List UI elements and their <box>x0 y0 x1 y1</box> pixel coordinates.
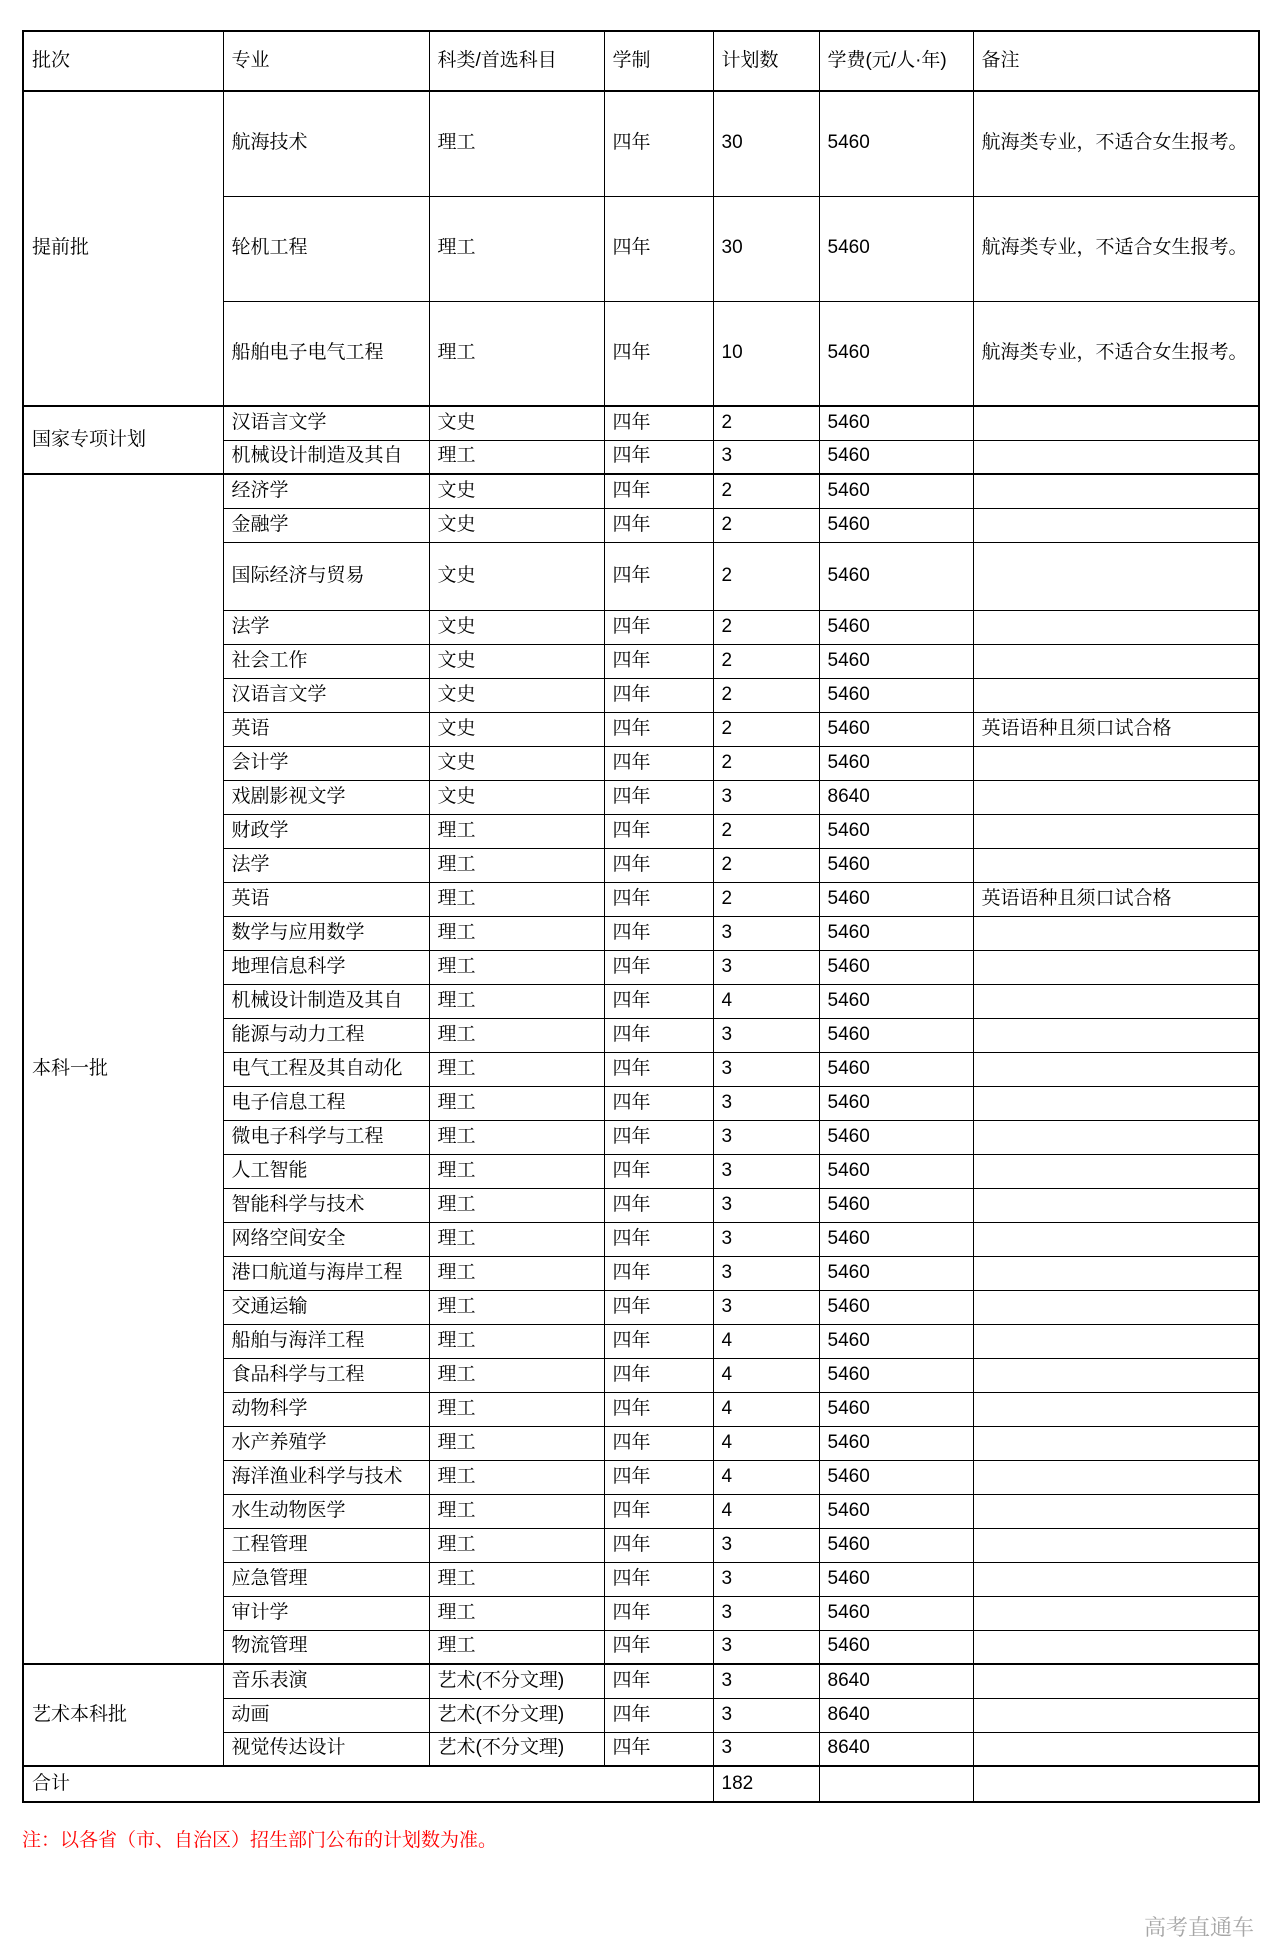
tuition-cell: 5460 <box>819 644 973 678</box>
remark-cell <box>973 1222 1259 1256</box>
column-header: 专业 <box>223 31 429 91</box>
major-cell: 海洋渔业科学与技术 <box>223 1460 429 1494</box>
plan-cell: 2 <box>713 474 819 508</box>
major-cell: 经济学 <box>223 474 429 508</box>
column-header: 科类/首选科目 <box>429 31 604 91</box>
remark-cell <box>973 1256 1259 1290</box>
category-cell: 理工 <box>429 1120 604 1154</box>
duration-cell: 四年 <box>604 1256 713 1290</box>
table-row <box>23 91 1259 196</box>
duration-cell: 四年 <box>604 610 713 644</box>
major-cell: 数学与应用数学 <box>223 916 429 950</box>
tuition-cell: 5460 <box>819 882 973 916</box>
duration-cell: 四年 <box>604 1698 713 1732</box>
category-cell: 理工 <box>429 196 604 301</box>
major-cell: 动物科学 <box>223 1392 429 1426</box>
duration-cell: 四年 <box>604 1596 713 1630</box>
tuition-cell: 5460 <box>819 1596 973 1630</box>
duration-cell: 四年 <box>604 1222 713 1256</box>
remark-cell <box>973 1596 1259 1630</box>
tuition-cell: 5460 <box>819 196 973 301</box>
plan-cell: 2 <box>713 882 819 916</box>
remark-cell <box>973 610 1259 644</box>
remark-cell <box>973 814 1259 848</box>
remark-cell <box>973 1392 1259 1426</box>
category-cell: 理工 <box>429 301 604 406</box>
major-cell: 电子信息工程 <box>223 1086 429 1120</box>
category-cell: 理工 <box>429 950 604 984</box>
table-header-row <box>23 31 1259 91</box>
major-cell: 水产养殖学 <box>223 1426 429 1460</box>
category-cell: 文史 <box>429 508 604 542</box>
duration-cell: 四年 <box>604 1358 713 1392</box>
plan-cell: 30 <box>713 196 819 301</box>
duration-cell: 四年 <box>604 814 713 848</box>
remark-cell <box>973 1086 1259 1120</box>
remark-cell <box>973 984 1259 1018</box>
duration-cell: 四年 <box>604 196 713 301</box>
column-header: 计划数 <box>713 31 819 91</box>
major-cell: 交通运输 <box>223 1290 429 1324</box>
category-cell: 理工 <box>429 1188 604 1222</box>
table-row <box>23 474 1259 508</box>
category-cell: 理工 <box>429 1052 604 1086</box>
remark-cell <box>973 1358 1259 1392</box>
major-cell: 船舶与海洋工程 <box>223 1324 429 1358</box>
tuition-cell: 5460 <box>819 1120 973 1154</box>
remark-cell <box>973 1630 1259 1664</box>
plan-cell: 4 <box>713 984 819 1018</box>
major-cell: 英语 <box>223 882 429 916</box>
duration-cell: 四年 <box>604 916 713 950</box>
table-row <box>23 1664 1259 1698</box>
duration-cell: 四年 <box>604 440 713 474</box>
category-cell: 艺术(不分文理) <box>429 1664 604 1698</box>
category-cell: 理工 <box>429 882 604 916</box>
tuition-cell: 5460 <box>819 746 973 780</box>
plan-cell: 3 <box>713 1086 819 1120</box>
remark-cell <box>973 1528 1259 1562</box>
tuition-cell: 5460 <box>819 542 973 610</box>
plan-cell: 2 <box>713 406 819 440</box>
tuition-cell: 5460 <box>819 916 973 950</box>
major-cell: 动画 <box>223 1698 429 1732</box>
batch-cell: 国家专项计划 <box>23 406 223 474</box>
duration-cell: 四年 <box>604 1460 713 1494</box>
major-cell: 能源与动力工程 <box>223 1018 429 1052</box>
category-cell: 理工 <box>429 848 604 882</box>
table-body <box>23 91 1259 1802</box>
tuition-cell: 8640 <box>819 1732 973 1766</box>
major-cell: 智能科学与技术 <box>223 1188 429 1222</box>
plan-cell: 3 <box>713 440 819 474</box>
category-cell: 理工 <box>429 916 604 950</box>
duration-cell: 四年 <box>604 780 713 814</box>
duration-cell: 四年 <box>604 1426 713 1460</box>
major-cell: 工程管理 <box>223 1528 429 1562</box>
plan-cell: 3 <box>713 1052 819 1086</box>
major-cell: 财政学 <box>223 814 429 848</box>
tuition-cell: 8640 <box>819 1664 973 1698</box>
plan-cell: 3 <box>713 1664 819 1698</box>
category-cell: 理工 <box>429 91 604 196</box>
tuition-cell: 5460 <box>819 1222 973 1256</box>
plan-cell: 3 <box>713 1596 819 1630</box>
tuition-cell: 5460 <box>819 678 973 712</box>
major-cell: 审计学 <box>223 1596 429 1630</box>
category-cell: 理工 <box>429 1154 604 1188</box>
duration-cell: 四年 <box>604 1664 713 1698</box>
duration-cell: 四年 <box>604 644 713 678</box>
major-cell: 社会工作 <box>223 644 429 678</box>
remark-cell <box>973 1732 1259 1766</box>
major-cell: 法学 <box>223 848 429 882</box>
category-cell: 文史 <box>429 712 604 746</box>
major-cell: 食品科学与工程 <box>223 1358 429 1392</box>
plan-cell: 3 <box>713 916 819 950</box>
major-cell: 金融学 <box>223 508 429 542</box>
duration-cell: 四年 <box>604 678 713 712</box>
tuition-cell: 5460 <box>819 406 973 440</box>
remark-cell <box>973 406 1259 440</box>
tuition-cell: 5460 <box>819 1494 973 1528</box>
major-cell: 地理信息科学 <box>223 950 429 984</box>
tuition-cell: 5460 <box>819 1358 973 1392</box>
category-cell: 理工 <box>429 1018 604 1052</box>
plan-cell: 2 <box>713 746 819 780</box>
footnote: 注：以各省（市、自治区）招生部门公布的计划数为准。 <box>22 1830 498 1851</box>
category-cell: 文史 <box>429 542 604 610</box>
duration-cell: 四年 <box>604 1732 713 1766</box>
tuition-cell: 5460 <box>819 1086 973 1120</box>
category-cell: 文史 <box>429 610 604 644</box>
plan-cell: 2 <box>713 610 819 644</box>
duration-cell: 四年 <box>604 882 713 916</box>
duration-cell: 四年 <box>604 848 713 882</box>
duration-cell: 四年 <box>604 1052 713 1086</box>
plan-cell: 3 <box>713 1698 819 1732</box>
tuition-cell: 5460 <box>819 1460 973 1494</box>
category-cell: 理工 <box>429 984 604 1018</box>
category-cell: 文史 <box>429 780 604 814</box>
tuition-cell: 5460 <box>819 984 973 1018</box>
category-cell: 理工 <box>429 1256 604 1290</box>
remark-cell: 航海类专业，不适合女生报考。 <box>973 91 1259 196</box>
total-row <box>23 1766 1259 1802</box>
plan-cell: 3 <box>713 1256 819 1290</box>
major-cell: 国际经济与贸易 <box>223 542 429 610</box>
major-cell: 轮机工程 <box>223 196 429 301</box>
plan-cell: 3 <box>713 1154 819 1188</box>
tuition-cell: 5460 <box>819 508 973 542</box>
duration-cell: 四年 <box>604 1018 713 1052</box>
category-cell: 理工 <box>429 1392 604 1426</box>
plan-cell: 2 <box>713 848 819 882</box>
duration-cell: 四年 <box>604 1324 713 1358</box>
category-cell: 文史 <box>429 474 604 508</box>
tuition-cell: 5460 <box>819 1290 973 1324</box>
plan-cell: 3 <box>713 1528 819 1562</box>
batch-cell: 提前批 <box>23 91 223 406</box>
remark-cell: 英语语种且须口试合格 <box>973 882 1259 916</box>
category-cell: 理工 <box>429 1562 604 1596</box>
duration-cell: 四年 <box>604 91 713 196</box>
remark-cell <box>973 780 1259 814</box>
category-cell: 理工 <box>429 1358 604 1392</box>
plan-cell: 4 <box>713 1460 819 1494</box>
remark-cell <box>973 1562 1259 1596</box>
duration-cell: 四年 <box>604 984 713 1018</box>
major-cell: 机械设计制造及其自 <box>223 984 429 1018</box>
remark-cell <box>973 1120 1259 1154</box>
category-cell: 理工 <box>429 440 604 474</box>
remark-cell <box>973 508 1259 542</box>
remark-cell <box>973 1460 1259 1494</box>
major-cell: 视觉传达设计 <box>223 1732 429 1766</box>
total-label-cell: 合计 <box>23 1766 713 1802</box>
tuition-cell: 5460 <box>819 1256 973 1290</box>
category-cell: 理工 <box>429 814 604 848</box>
remark-cell: 英语语种且须口试合格 <box>973 712 1259 746</box>
remark-cell <box>973 644 1259 678</box>
category-cell: 理工 <box>429 1528 604 1562</box>
tuition-cell: 8640 <box>819 780 973 814</box>
duration-cell: 四年 <box>604 508 713 542</box>
remark-cell <box>973 1426 1259 1460</box>
duration-cell: 四年 <box>604 474 713 508</box>
remark-cell <box>973 1698 1259 1732</box>
table-row <box>23 406 1259 440</box>
tuition-cell: 5460 <box>819 712 973 746</box>
category-cell: 理工 <box>429 1630 604 1664</box>
remark-cell <box>973 1290 1259 1324</box>
plan-cell: 3 <box>713 1630 819 1664</box>
category-cell: 艺术(不分文理) <box>429 1732 604 1766</box>
major-cell: 应急管理 <box>223 1562 429 1596</box>
duration-cell: 四年 <box>604 1562 713 1596</box>
duration-cell: 四年 <box>604 1154 713 1188</box>
major-cell: 英语 <box>223 712 429 746</box>
category-cell: 理工 <box>429 1494 604 1528</box>
major-cell: 物流管理 <box>223 1630 429 1664</box>
plan-cell: 2 <box>713 678 819 712</box>
duration-cell: 四年 <box>604 1120 713 1154</box>
duration-cell: 四年 <box>604 1188 713 1222</box>
duration-cell: 四年 <box>604 712 713 746</box>
category-cell: 理工 <box>429 1290 604 1324</box>
remark-cell <box>973 440 1259 474</box>
major-cell: 汉语言文学 <box>223 678 429 712</box>
tuition-cell: 5460 <box>819 1052 973 1086</box>
major-cell: 微电子科学与工程 <box>223 1120 429 1154</box>
remark-cell <box>973 1664 1259 1698</box>
major-cell: 电气工程及其自动化 <box>223 1052 429 1086</box>
duration-cell: 四年 <box>604 542 713 610</box>
plan-cell: 2 <box>713 814 819 848</box>
category-cell: 理工 <box>429 1086 604 1120</box>
watermark: 高考直通车 <box>1143 1915 1254 1940</box>
major-cell: 音乐表演 <box>223 1664 429 1698</box>
remark-cell <box>973 474 1259 508</box>
category-cell: 文史 <box>429 406 604 440</box>
plan-cell: 4 <box>713 1358 819 1392</box>
tuition-cell: 5460 <box>819 301 973 406</box>
category-cell: 理工 <box>429 1222 604 1256</box>
tuition-cell: 5460 <box>819 1324 973 1358</box>
duration-cell: 四年 <box>604 406 713 440</box>
column-header: 学费(元/人·年) <box>819 31 973 91</box>
tuition-cell: 8640 <box>819 1698 973 1732</box>
tuition-cell: 5460 <box>819 474 973 508</box>
remark-cell <box>973 950 1259 984</box>
major-cell: 戏剧影视文学 <box>223 780 429 814</box>
duration-cell: 四年 <box>604 1494 713 1528</box>
tuition-cell: 5460 <box>819 950 973 984</box>
duration-cell: 四年 <box>604 1290 713 1324</box>
plan-cell: 3 <box>713 780 819 814</box>
plan-cell: 2 <box>713 644 819 678</box>
tuition-cell: 5460 <box>819 814 973 848</box>
plan-cell: 30 <box>713 91 819 196</box>
category-cell: 艺术(不分文理) <box>429 1698 604 1732</box>
plan-cell: 4 <box>713 1392 819 1426</box>
remark-cell: 航海类专业，不适合女生报考。 <box>973 196 1259 301</box>
category-cell: 理工 <box>429 1596 604 1630</box>
plan-cell: 3 <box>713 1120 819 1154</box>
plan-cell: 2 <box>713 508 819 542</box>
plan-cell: 4 <box>713 1426 819 1460</box>
plan-cell: 3 <box>713 1188 819 1222</box>
tuition-cell: 5460 <box>819 91 973 196</box>
major-cell: 港口航道与海岸工程 <box>223 1256 429 1290</box>
duration-cell: 四年 <box>604 950 713 984</box>
duration-cell: 四年 <box>604 1528 713 1562</box>
category-cell: 文史 <box>429 678 604 712</box>
remark-cell <box>973 746 1259 780</box>
category-cell: 文史 <box>429 746 604 780</box>
column-header: 备注 <box>973 31 1259 91</box>
plan-cell: 3 <box>713 1732 819 1766</box>
tuition-cell: 5460 <box>819 1528 973 1562</box>
tuition-cell: 5460 <box>819 1630 973 1664</box>
plan-cell: 3 <box>713 1018 819 1052</box>
category-cell: 理工 <box>429 1324 604 1358</box>
major-cell: 汉语言文学 <box>223 406 429 440</box>
tuition-cell: 5460 <box>819 1392 973 1426</box>
column-header: 批次 <box>23 31 223 91</box>
major-cell: 法学 <box>223 610 429 644</box>
batch-cell: 本科一批 <box>23 474 223 1664</box>
major-cell: 航海技术 <box>223 91 429 196</box>
total-remark-cell <box>973 1766 1259 1802</box>
admission-plan-table <box>22 30 1260 1803</box>
remark-cell <box>973 542 1259 610</box>
duration-cell: 四年 <box>604 746 713 780</box>
remark-cell <box>973 678 1259 712</box>
plan-cell: 4 <box>713 1494 819 1528</box>
remark-cell <box>973 1188 1259 1222</box>
category-cell: 理工 <box>429 1460 604 1494</box>
tuition-cell: 5460 <box>819 1018 973 1052</box>
category-cell: 文史 <box>429 644 604 678</box>
plan-cell: 3 <box>713 1222 819 1256</box>
major-cell: 机械设计制造及其自 <box>223 440 429 474</box>
column-header: 学制 <box>604 31 713 91</box>
batch-cell: 艺术本科批 <box>23 1664 223 1766</box>
tuition-cell: 5460 <box>819 1154 973 1188</box>
plan-cell: 3 <box>713 1562 819 1596</box>
tuition-cell: 5460 <box>819 1562 973 1596</box>
plan-cell: 10 <box>713 301 819 406</box>
plan-cell: 2 <box>713 542 819 610</box>
remark-cell <box>973 848 1259 882</box>
tuition-cell: 5460 <box>819 610 973 644</box>
remark-cell <box>973 1324 1259 1358</box>
tuition-cell: 5460 <box>819 440 973 474</box>
remark-cell <box>973 1018 1259 1052</box>
duration-cell: 四年 <box>604 301 713 406</box>
duration-cell: 四年 <box>604 1630 713 1664</box>
major-cell: 网络空间安全 <box>223 1222 429 1256</box>
plan-cell: 4 <box>713 1324 819 1358</box>
plan-cell: 3 <box>713 1290 819 1324</box>
major-cell: 会计学 <box>223 746 429 780</box>
major-cell: 人工智能 <box>223 1154 429 1188</box>
total-plan-cell: 182 <box>713 1766 819 1802</box>
remark-cell <box>973 1154 1259 1188</box>
tuition-cell: 5460 <box>819 1188 973 1222</box>
tuition-cell: 5460 <box>819 848 973 882</box>
plan-cell: 2 <box>713 712 819 746</box>
total-tuition-cell <box>819 1766 973 1802</box>
major-cell: 水生动物医学 <box>223 1494 429 1528</box>
remark-cell: 航海类专业，不适合女生报考。 <box>973 301 1259 406</box>
major-cell: 船舶电子电气工程 <box>223 301 429 406</box>
duration-cell: 四年 <box>604 1392 713 1426</box>
duration-cell: 四年 <box>604 1086 713 1120</box>
category-cell: 理工 <box>429 1426 604 1460</box>
remark-cell <box>973 916 1259 950</box>
plan-cell: 3 <box>713 950 819 984</box>
remark-cell <box>973 1494 1259 1528</box>
remark-cell <box>973 1052 1259 1086</box>
tuition-cell: 5460 <box>819 1426 973 1460</box>
